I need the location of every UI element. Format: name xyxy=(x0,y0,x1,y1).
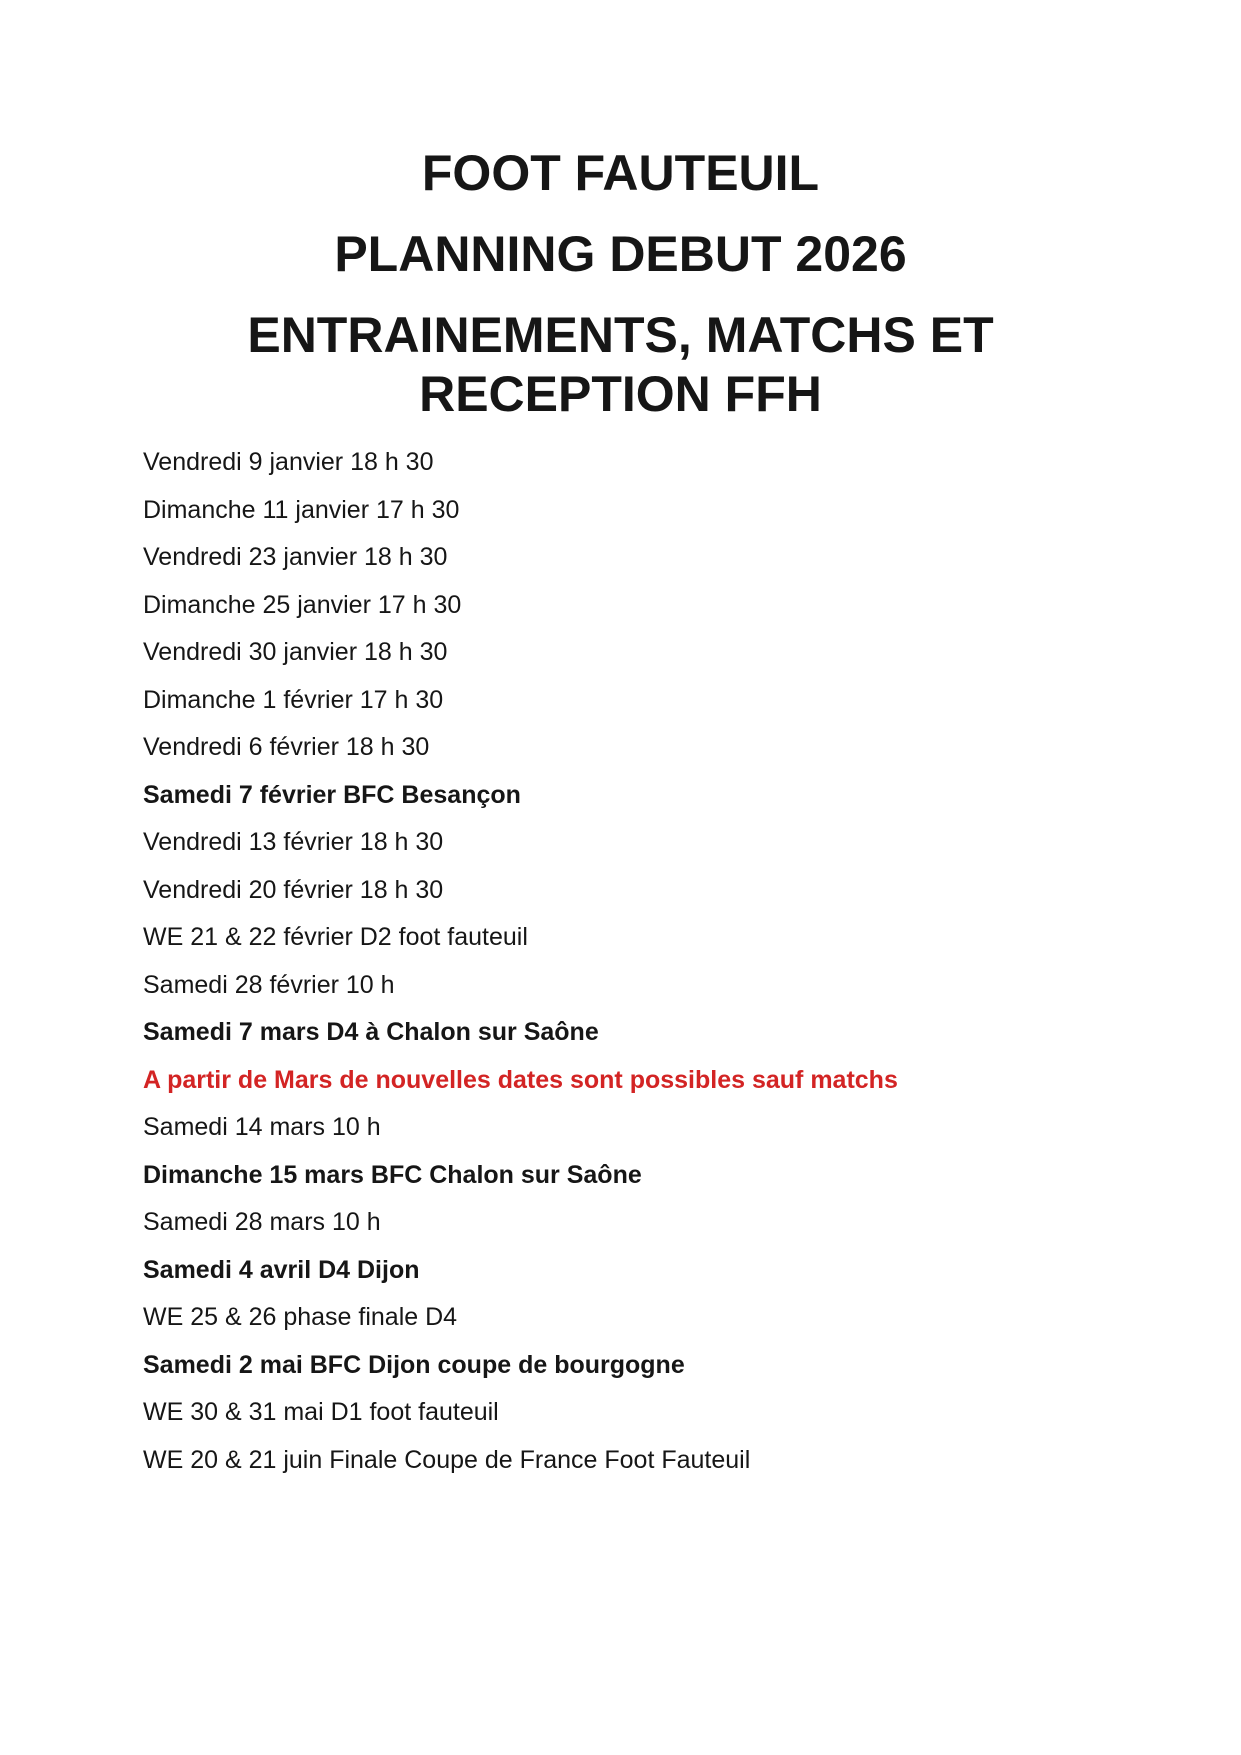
schedule-list xyxy=(0,446,1241,1477)
schedule-entry: A partir de Mars de nouvelles dates sont possibles sauf matchs xyxy=(143,1065,898,1094)
schedule-entry: Vendredi 23 janvier 18 h 30 xyxy=(143,543,448,571)
schedule-entry: Dimanche 25 janvier 17 h 30 xyxy=(143,590,462,619)
schedule-entry: WE 20 & 21 juin Finale Coupe de France Foot Fauteuil xyxy=(143,1445,751,1474)
document-title-line-1: FOOT FAUTEUIL xyxy=(421,145,820,201)
schedule-entry: Samedi 7 mars D4 à Chalon sur Saône xyxy=(143,1018,599,1046)
schedule-entry: Samedi 28 février 10 h xyxy=(143,970,395,999)
schedule-entry: WE 25 & 26 phase finale D4 xyxy=(143,1303,458,1331)
schedule-entry: Samedi 2 mai BFC Dijon coupe de bourgogne xyxy=(143,1350,685,1379)
schedule-entry: Vendredi 6 février 18 h 30 xyxy=(143,733,430,761)
schedule-entry: Dimanche 11 janvier 17 h 30 xyxy=(143,495,460,524)
document-title-line-3: ENTRAINEMENTS, MATCHS ET RECEPTION FFH xyxy=(247,307,994,422)
schedule-entry: Samedi 4 avril D4 Dijon xyxy=(143,1255,420,1284)
schedule-entry: Vendredi 30 janvier 18 h 30 xyxy=(143,638,448,666)
schedule-entry: Samedi 14 mars 10 h xyxy=(143,1113,381,1141)
schedule-entry: WE 21 & 22 février D2 foot fauteuil xyxy=(143,923,528,951)
title-block xyxy=(135,144,1106,424)
schedule-entry: Vendredi 9 janvier 18 h 30 xyxy=(143,448,434,476)
schedule-entry: Samedi 7 février BFC Besançon xyxy=(143,780,521,809)
schedule-entry: WE 30 & 31 mai D1 foot fauteuil xyxy=(143,1398,499,1426)
schedule-entry: Samedi 28 mars 10 h xyxy=(143,1208,381,1236)
schedule-entry: Vendredi 20 février 18 h 30 xyxy=(143,875,444,904)
schedule-entry: Vendredi 13 février 18 h 30 xyxy=(143,828,444,856)
schedule-entry: Dimanche 15 mars BFC Chalon sur Saône xyxy=(143,1160,642,1189)
schedule-entry: Dimanche 1 février 17 h 30 xyxy=(143,685,444,714)
document-title-line-2: PLANNING DEBUT 2026 xyxy=(334,226,907,282)
